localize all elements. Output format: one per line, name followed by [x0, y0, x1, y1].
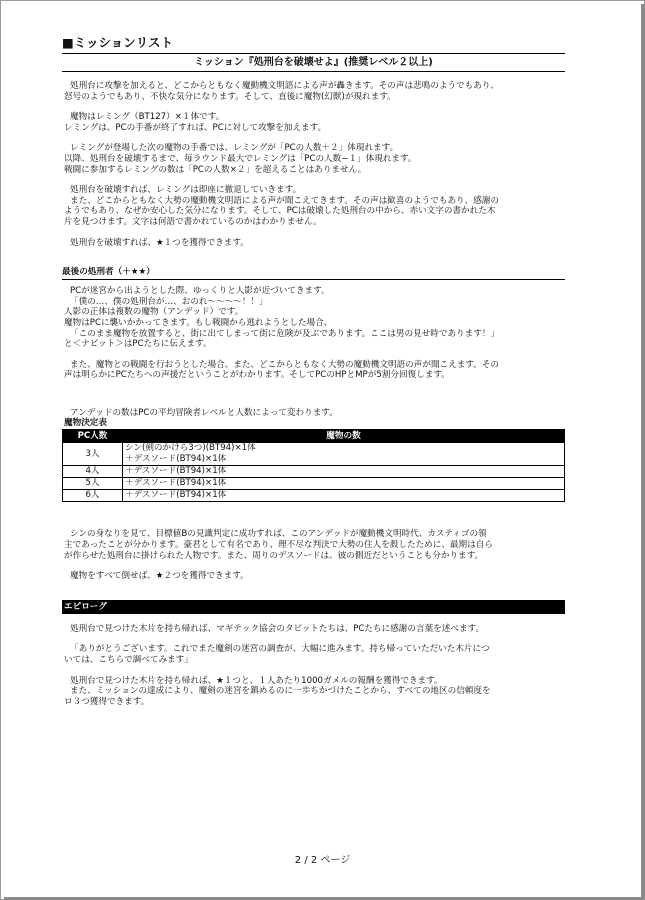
page-number: 2 / 2 ページ: [294, 855, 351, 866]
table-header-monsters: 魔物の数: [123, 430, 565, 443]
lemming-line: 戦闘に参加するレミングの数は「PCの人数×２」を超えることはありません。: [64, 164, 367, 175]
table-cell-monsters: ＋デスソード(BT94)×1体: [123, 490, 565, 502]
table-cell-monsters: ＋デスソード(BT94)×1体: [123, 466, 565, 478]
monster-entry: ＋デスソード(BT94)×1体: [125, 454, 227, 465]
table-row: [63, 478, 565, 490]
reward-line: 処刑台を破壊すれば、★１つを獲得できます。: [70, 237, 249, 248]
section-heading-epilogue: エピローグ: [62, 600, 565, 614]
monster-line: レミングは、PCの手番が終了すれば、PCに対して攻撃を加えます。: [64, 122, 327, 133]
mission-title: ミッション『処刑台を破壊せよ』(推奨レベル２以上): [62, 55, 565, 72]
table-cell-monsters: ＋デスソード(BT94)×1体: [123, 478, 565, 490]
table-cell-pc: 5人: [63, 478, 123, 490]
intro-line: 処刑台に攻撃を加えると、どこからともなく魔動機文明語による声が轟きます。その声は悲鳴のようでもあり、: [70, 81, 500, 91]
shin-line: 主であったことが分かります。豪君として有名であり、理不尽な判決で大勢の住人を殺したために、最期は自ら: [64, 540, 493, 551]
table-title: 魔物決定表: [64, 418, 107, 429]
last-line: 魔物はPCに襲いかかってきます。もし戦闘から逃れようとした場合、: [64, 317, 333, 328]
epilogue-line: 処刑台で見つけた木片を持ち帰れば、★１つと、１人あたり1000ガメルの報酬を獲得できます。: [70, 675, 443, 686]
shin-line: が作らせた処刑台に掛けられた人物です。また、周りのデスソードは、彼の側近だということも分かります。: [64, 550, 484, 561]
monster-line: 魔物はレミング（BT127）×１体です。: [70, 112, 225, 123]
table-row: [63, 443, 565, 466]
destroy-line: 処刑台を破壊すれば、レミングは即座に撤退していきます。: [70, 185, 302, 196]
page-shadow-right: [641, 4, 645, 900]
lemming-line: 以降、処刑台を破壊するまで、毎ラウンド最大でレミングは「PCの人数−１」体現れます。: [64, 153, 417, 164]
last-line: 「僕の…、僕の処刑台が…、おのれ〜〜〜〜！！」: [70, 296, 268, 307]
epilogue-quote: 「ありがとうございます。これでまた魔剣の迷宮の調査が、大幅に進みます。持ち帰っていただいた木片につ: [70, 644, 490, 655]
destroy-line: ようでもあり、なぜか安心した気分になります。そして、PCは破壊した処刑台の中から、赤い文字の書かれた木: [64, 206, 496, 217]
last-line: PCが迷宮から出ようとした際、ゆっくりと人影が近づいてきます。: [70, 286, 330, 297]
reward-line: 魔物をすべて倒せば、★２つを獲得できます。: [70, 571, 249, 582]
epilogue-line: 処刑台で見つけた木片を持ち帰れば、マギテック協会のタビットたちは、PCたちに感謝の言葉を述べます。: [70, 623, 485, 634]
battle-line: また、魔物との戦闘を行おうとした場合、また、どこからともなく大勢の魔動機文明語の声が聞こえます。その: [70, 359, 500, 370]
undead-note: アンデッドの数はPCの平均冒険者レベルと人数によって変わります。: [70, 407, 338, 418]
table-cell-pc: 3人: [63, 443, 123, 466]
epilogue-line: ロ３つ獲得できます。: [64, 696, 150, 707]
epilogue-quote: いては、こちらで調べてみます」: [64, 655, 193, 666]
table-header-row: [63, 430, 565, 443]
lemming-line: レミングが登場した次の魔物の手番では、レミングが「PCの人数＋２」体現れます。: [70, 143, 399, 154]
monster-table: [62, 429, 565, 502]
epilogue-line: また、ミッションの達成により、魔剣の迷宮を鎮めるのに一歩ちかづけたことから、すべての地区の信頼度を: [70, 686, 491, 697]
document-title: ■ミッションリスト: [62, 34, 565, 54]
document-page: [62, 34, 565, 707]
shin-line: シンの身なりを見て、目標値Bの見識判定に成功すれば、このアンデッドが魔動機文明時代、カスティゴの領: [70, 529, 487, 540]
table-cell-monsters: [123, 443, 565, 466]
last-line: 「このまま魔物を放置すると、街に出てしまって街に危険が及ぶであります。ここは男の見せ時であります！」: [70, 328, 500, 339]
table-row: [63, 466, 565, 478]
intro-line: 怒号のようでもあり、不快な気分になります。そして、直後に魔物(幻獣)が現れます。: [64, 91, 396, 102]
table-row: [63, 490, 565, 502]
monster-entry: シン(剣のかけら3つ)(BT94)×1体: [125, 443, 256, 454]
destroy-line: 片を見つけます。文字は何語で書かれているのかはわかりません。: [64, 216, 322, 227]
section-heading-last-executioner: 最後の処刑者（＋★★）: [62, 266, 565, 280]
destroy-line: また、どこからともなく大勢の魔動機文明語による声が聞こえてきます。その声は歓喜のようでもあり、感謝の: [70, 195, 500, 206]
last-line: 人影の正体は複数の魔物（アンデッド）です。: [64, 307, 244, 318]
battle-line: 声は明らかにPCたちへの声援だということがわかります。そしてPCのHPとMPが5割分回復します。: [64, 370, 450, 381]
table-cell-pc: 4人: [63, 466, 123, 478]
table-cell-pc: 6人: [63, 490, 123, 502]
table-header-pc: PC人数: [63, 430, 123, 443]
last-line: と＜ナビット＞はPCたちに伝えます。: [64, 339, 212, 350]
